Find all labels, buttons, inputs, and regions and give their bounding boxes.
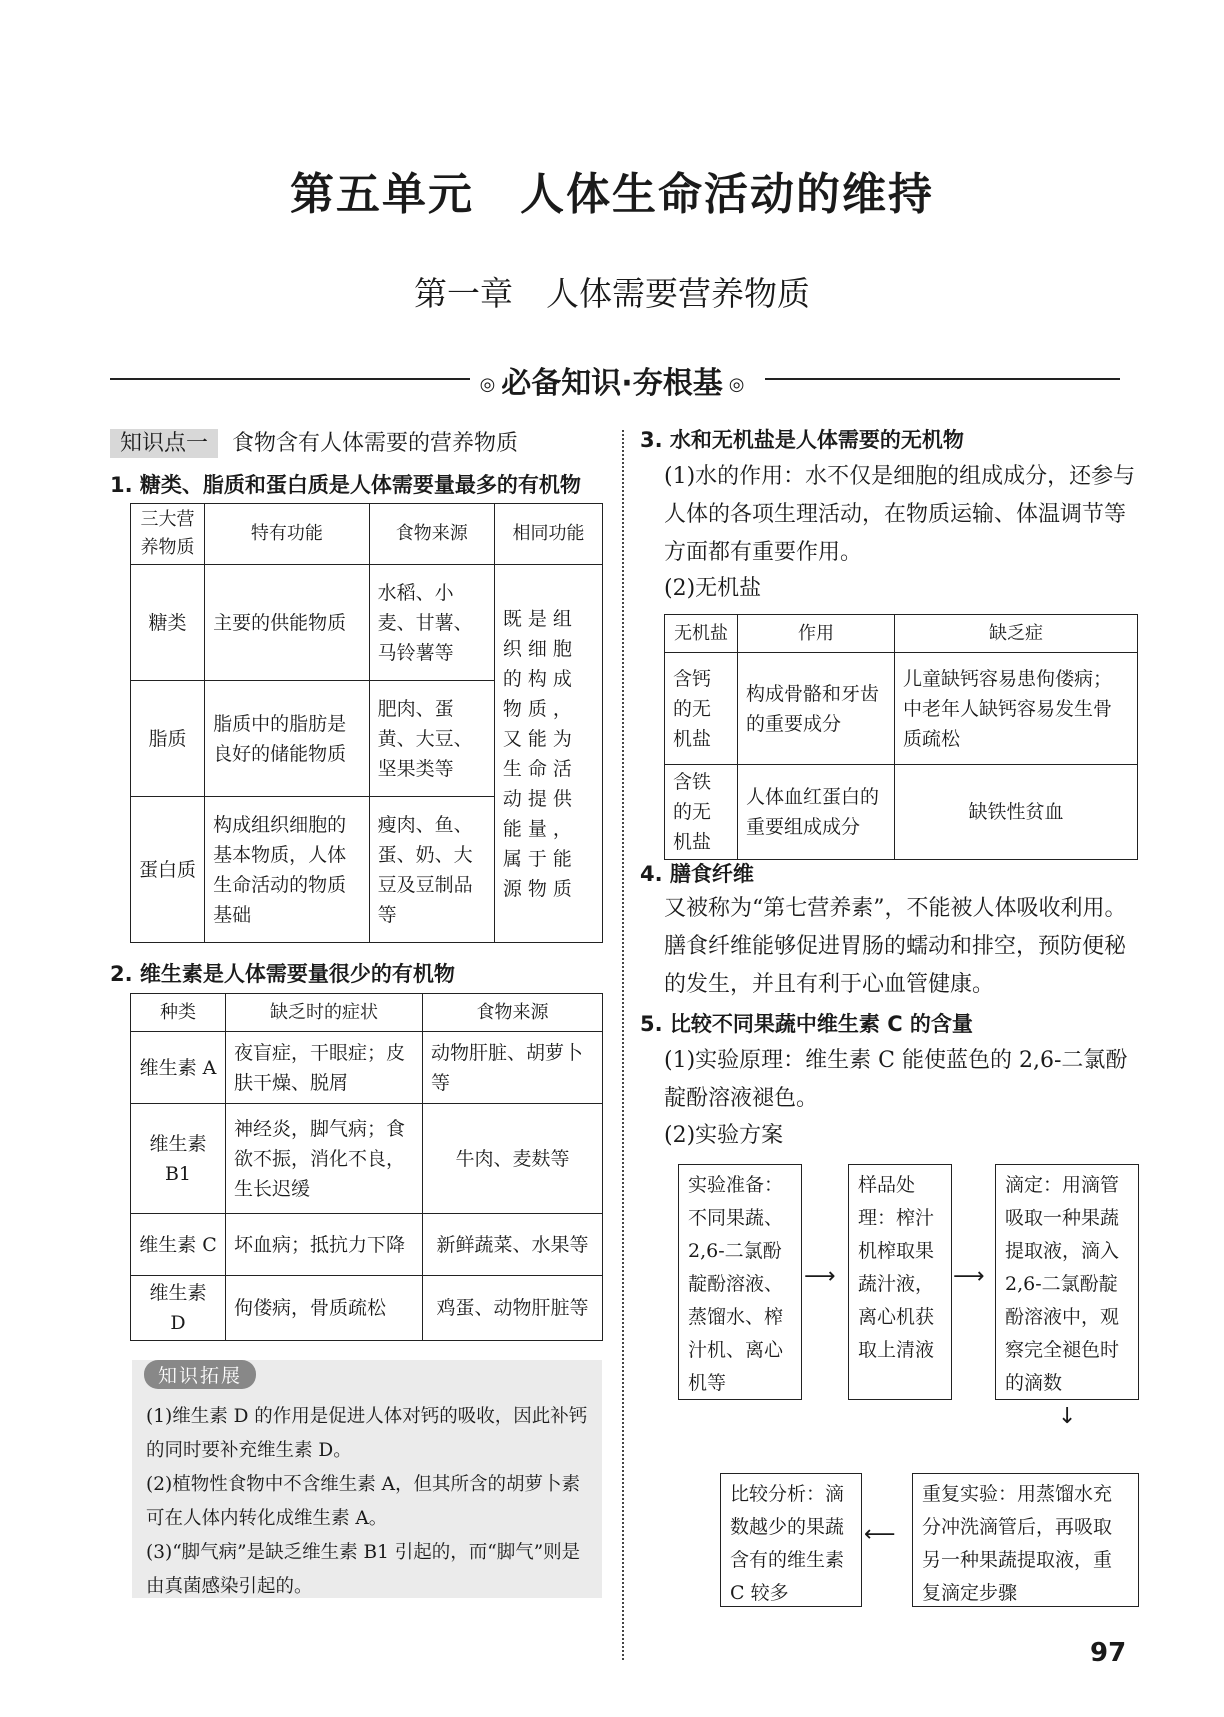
table-cell: 维生素 B1: [131, 1104, 226, 1214]
table-cell: 维生素 A: [131, 1032, 226, 1104]
table-cell: 脂质: [131, 681, 205, 797]
table-row: [131, 1214, 603, 1276]
vitamin-table: [130, 993, 603, 1341]
extension-item: (1)维生素 D 的作用是促进人体对钙的吸收，因此补钙的同时要补充维生素 D。: [146, 1406, 588, 1461]
section3-heading: 3. 水和无机盐是人体需要的无机物: [640, 428, 964, 452]
nutrient-table: [130, 503, 603, 943]
section5-heading: 5. 比较不同果蔬中维生素 C 的含量: [640, 1012, 973, 1036]
table-cell: 既是组织细胞的构成物质，又能为生命活动提供能量，属于能源物质: [494, 565, 602, 943]
table-header: 食物来源: [423, 994, 603, 1032]
section-banner: [0, 358, 1224, 402]
arrow-left-icon: ⟵: [864, 1522, 896, 1547]
table-cell: 牛肉、麦麸等: [423, 1104, 603, 1214]
table-cell: 含钙的无机盐: [665, 653, 738, 765]
bullet-icon: ◎: [728, 374, 745, 395]
unit-title: 第五单元 人体生命活动的维持: [290, 169, 934, 220]
arrow-right-icon: ⟶: [953, 1264, 985, 1289]
extension-label: 知识拓展: [144, 1360, 256, 1389]
table-header-row: [131, 994, 603, 1032]
table-header: 种类: [131, 994, 226, 1032]
table-cell: 含铁的无机盐: [665, 765, 738, 860]
experiment-principle: (1)实验原理：维生素 C 能使蓝色的 2,6-二氯酚靛酚溶液褪色。: [664, 1048, 1128, 1111]
table-row: [665, 765, 1138, 860]
flow-step-titration: 滴定：用滴管吸取一种果蔬提取液，滴入 2,6-二氯酚靛酚溶液中，观察完全褪色时的滴数: [995, 1164, 1139, 1400]
table-cell: 糖类: [131, 565, 205, 681]
page-number: 97: [1090, 1638, 1127, 1668]
column-divider: [622, 430, 624, 1660]
table-cell: 蛋白质: [131, 797, 205, 943]
table-header: 作用: [738, 615, 895, 653]
table-cell: 维生素 C: [131, 1214, 226, 1276]
table-header: 相同功能: [494, 504, 602, 565]
flow-step-analysis: 比较分析：滴数越少的果蔬含有的维生素 C 较多: [720, 1473, 862, 1607]
table-row: [131, 1276, 603, 1341]
table-cell: 缺铁性贫血: [895, 765, 1138, 860]
table-header: 缺乏时的症状: [226, 994, 423, 1032]
table-cell: 坏血病；抵抗力下降: [226, 1214, 423, 1276]
section4-heading: 4. 膳食纤维: [640, 862, 754, 886]
knowledge-point-tag: 知识点一: [110, 429, 218, 458]
table-cell: 动物肝脏、胡萝卜等: [423, 1032, 603, 1104]
table-header: 无机盐: [665, 615, 738, 653]
table-cell: 夜盲症，干眼症；皮肤干燥、脱屑: [226, 1032, 423, 1104]
fiber-text: 又被称为“第七营养素”，不能被人体吸收利用。膳食纤维能够促进胃肠的蠕动和排空，预防便秘的发生，并且有利于心血管健康。: [664, 896, 1127, 997]
salt-subheading: (2)无机盐: [664, 576, 762, 601]
table-cell: 构成骨骼和牙齿的重要成分: [738, 653, 895, 765]
table-cell: 神经炎，脚气病；食欲不振，消化不良，生长迟缓: [226, 1104, 423, 1214]
table-row: [131, 565, 603, 681]
chapter-title: 第一章 人体需要营养物质: [414, 274, 810, 313]
table-cell: 新鲜蔬菜、水果等: [423, 1214, 603, 1276]
flow-step-preparation: 实验准备：不同果蔬、2,6-二氯酚靛酚溶液、蒸馏水、榨汁机、离心机等: [678, 1164, 802, 1400]
table-row: [131, 1032, 603, 1104]
table-row: [665, 653, 1138, 765]
knowledge-point-text: 食物含有人体需要的营养物质: [232, 431, 519, 456]
table-cell: 维生素 D: [131, 1276, 226, 1341]
table-cell: 肥肉、蛋黄、大豆、坚果类等: [369, 681, 494, 797]
flow-step-repeat: 重复实验：用蒸馏水充分冲洗滴管后，再吸取另一种果蔬提取液，重复滴定步骤: [912, 1473, 1139, 1607]
table-row: [131, 1104, 603, 1214]
table-cell: 儿童缺钙容易患佝偻病；中老年人缺钙容易发生骨质疏松: [895, 653, 1138, 765]
table-cell: 鸡蛋、动物肝脏等: [423, 1276, 603, 1341]
table-cell: 佝偻病，骨质疏松: [226, 1276, 423, 1341]
arrow-right-icon: ⟶: [804, 1264, 836, 1289]
water-function-text: (1)水的作用：水不仅是细胞的组成成分，还参与人体的各项生理活动，在物质运输、体温调节等方面都有重要作用。: [664, 464, 1136, 565]
table-header: 缺乏症: [895, 615, 1138, 653]
table-cell: 人体血红蛋白的重要组成成分: [738, 765, 895, 860]
table-cell: 构成组织细胞的基本物质，人体生命活动的物质基础: [205, 797, 369, 943]
knowledge-point-heading: [110, 426, 518, 457]
mineral-table: [664, 614, 1138, 860]
section1-heading: 1. 糖类、脂质和蛋白质是人体需要量最多的有机物: [110, 473, 581, 497]
table-header: 特有功能: [205, 504, 369, 565]
table-header-row: [665, 615, 1138, 653]
extension-item: (2)植物性食物中不含维生素 A，但其所含的胡萝卜素可在人体内转化成维生素 A。: [146, 1474, 580, 1529]
table-cell: 脂质中的脂肪是良好的储能物质: [205, 681, 369, 797]
table-cell: 瘦肉、鱼、蛋、奶、大豆及豆制品等: [369, 797, 494, 943]
banner-text: 必备知识·夯根基: [501, 366, 723, 401]
table-header: 三大营养物质: [131, 504, 205, 565]
section2-heading: 2. 维生素是人体需要量很少的有机物: [110, 962, 455, 986]
table-header-row: [131, 504, 603, 565]
table-header: 食物来源: [369, 504, 494, 565]
flow-step-sample: 样品处理：榨汁机榨取果蔬汁液，离心机获取上清液: [848, 1164, 952, 1400]
table-cell: 水稻、小麦、甘薯、马铃薯等: [369, 565, 494, 681]
bullet-icon: ◎: [479, 374, 496, 395]
extension-item: (3)“脚气病”是缺乏维生素 B1 引起的，而“脚气”则是由真菌感染引起的。: [146, 1542, 581, 1597]
arrow-down-icon: ↓: [1058, 1404, 1077, 1429]
table-cell: 主要的供能物质: [205, 565, 369, 681]
experiment-plan-heading: (2)实验方案: [664, 1123, 784, 1148]
